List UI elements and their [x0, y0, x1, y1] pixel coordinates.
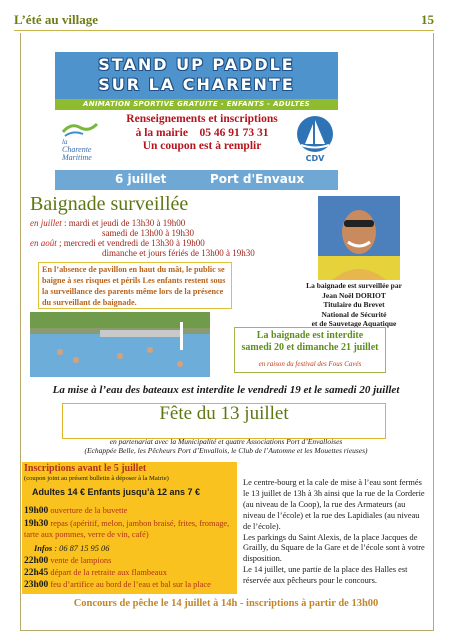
mise-a-leau-notice: La mise à l’eau des bateaux est interdite le vendredi 19 et le samedi 20 juillet: [52, 384, 400, 396]
interdite-line2: samedi 20 et dimanche 21 juillet: [241, 342, 379, 353]
cdv-logo: [295, 114, 335, 164]
inscriptions-subtitle: (coupon joint au présent bulletin à déposer à la Mairie): [24, 475, 169, 482]
logo-word-la: la: [62, 138, 68, 146]
schedule-label: en juillet: [30, 218, 62, 228]
schedule-label: en août: [30, 238, 57, 248]
program-time: 22h00: [24, 556, 49, 566]
paddle-poster: [55, 52, 338, 190]
poster-date: 6 juillet: [115, 172, 167, 186]
page-section-title: L’été au village: [14, 12, 99, 27]
program-time: 19h00: [24, 506, 49, 516]
header-divider: [14, 30, 434, 31]
interdite-line1: La baignade est interdite: [256, 330, 364, 341]
info-phone: 05 46 91 73 31: [199, 126, 269, 139]
concours-peche: Concours de pêche le 14 juillet à 14h - inscriptions à partir de 13h00: [73, 598, 379, 609]
poster-title-line1: STAND UP PADDLE: [98, 55, 295, 74]
program-desc: départ de la retraite aux flambeaux: [48, 568, 167, 577]
lifeguard-photo: [318, 196, 400, 280]
baignade-notice-text: En l’absence de pavillon en haut du mât, le public se baigne à ses risques et périls Les enfants restent sous la surveillance des parents même lors de la présence du surveillant de baignade.: [42, 265, 226, 307]
interdite-note: en raison du festival des Fous Cavés: [258, 360, 362, 368]
program-time: 19h30: [24, 519, 49, 529]
caption-line: National de Sécurité: [321, 309, 387, 319]
program-desc: repas (apéritif, melon, jambon braisé, frites, fromage, tarte aux pommes, verre de vin, café): [24, 519, 230, 539]
info-line2: [111, 127, 293, 141]
inscriptions-prices: Adultes 14 € Enfants jusqu’à 12 ans 7 €: [32, 487, 201, 497]
schedule-text: dimanche et jours fériés de 13h00 à 19h30: [102, 248, 255, 258]
caption-line: Titulaire du Brevet: [323, 300, 385, 309]
fete-subtitle1: en partenariat avec la Municipalité et quatre Associations Port d’Envalloises: [109, 437, 343, 446]
info-line3: Un coupon est à remplir: [142, 140, 262, 152]
poster-info-text: [111, 113, 293, 154]
caption-line: Jean Noël DORIOT: [322, 290, 386, 300]
access-paragraph: Le 14 juillet, une partie de la place des Halles est réservée aux pêcheurs pour le concours.: [243, 565, 408, 586]
caption-line: et de Sauvetage Aquatique: [311, 319, 397, 328]
lifeguard-caption: [286, 281, 422, 329]
beach-photo: [30, 312, 210, 377]
cdv-logo-text: CDV: [305, 154, 325, 163]
access-paragraph: Le centre-bourg et la cale de mise à l’eau sont fermés le 13 juillet de 13h à 3h ainsi que la rue de la Corderie (au niveau de la Coop), la rue des Armateurs (au niveau de l’école) et la rue des Lapidiales (au niveau de l’école).: [243, 478, 425, 531]
info-line1: Renseignements et inscriptions: [126, 113, 278, 125]
baignade-schedule-row: [102, 248, 255, 259]
poster-strip-text: ANIMATION SPORTIVE GRATUITE - ENFANTS - ADULTES: [82, 100, 311, 108]
schedule-text: samedi de 13h00 à 19h30: [102, 228, 194, 238]
page-number: 15: [421, 12, 434, 27]
info-mairie: à la mairie: [135, 126, 188, 139]
program-item: [24, 506, 236, 517]
program-item: [24, 556, 236, 567]
logo-word-charente: Charente: [62, 145, 92, 154]
program-item: [24, 580, 236, 591]
program-item: [24, 519, 236, 540]
lifeguard-illustration: [318, 196, 400, 280]
program-desc: feu d’artifice au bord de l’eau et bal sur la place: [48, 580, 211, 589]
poster-place: Port d'Envaux: [210, 172, 305, 186]
schedule-text: : mardi et jeudi de 13h30 à 19h00: [61, 218, 186, 228]
schedule-text: ; mercredi et vendredi de 13h30 à 19h00: [56, 238, 205, 248]
beach-illustration: [30, 312, 210, 377]
access-info-text: [243, 478, 429, 587]
program-time: 22h45: [24, 568, 49, 578]
program-item: [24, 568, 236, 579]
fete-subtitle2: (Echappée Belle, les Pêcheurs Port d’Envallois, le Club de l’Automne et les Mouettes rieuses): [84, 446, 368, 455]
program-desc: ouverture de la buvette: [48, 506, 128, 515]
infos-line: [34, 544, 109, 553]
infos-label: Infos: [34, 544, 53, 553]
inscriptions-title: Inscriptions avant le 5 juillet: [24, 463, 147, 474]
logo-word-maritime: Maritime: [62, 153, 92, 162]
fete-title: Fête du 13 juillet: [159, 403, 289, 424]
caption-line: La baignade est surveillée par: [306, 281, 402, 290]
baignade-title: Baignade surveillée: [30, 193, 189, 215]
baignade-interdite-text: [234, 330, 386, 354]
access-paragraph: Les parkings du Saint Alexis, de la place Jacques de Grailly, du Square de la Gare et de l’école sont à votre disposition.: [243, 532, 425, 564]
infos-value: : 06 87 15 95 06: [52, 544, 110, 553]
charente-maritime-logo: [59, 118, 111, 162]
program-desc: vente de lampions: [48, 556, 112, 565]
program-time: 23h00: [24, 580, 49, 590]
poster-title-line2: SUR LA CHARENTE: [98, 75, 295, 94]
poster-strip: [55, 99, 338, 110]
